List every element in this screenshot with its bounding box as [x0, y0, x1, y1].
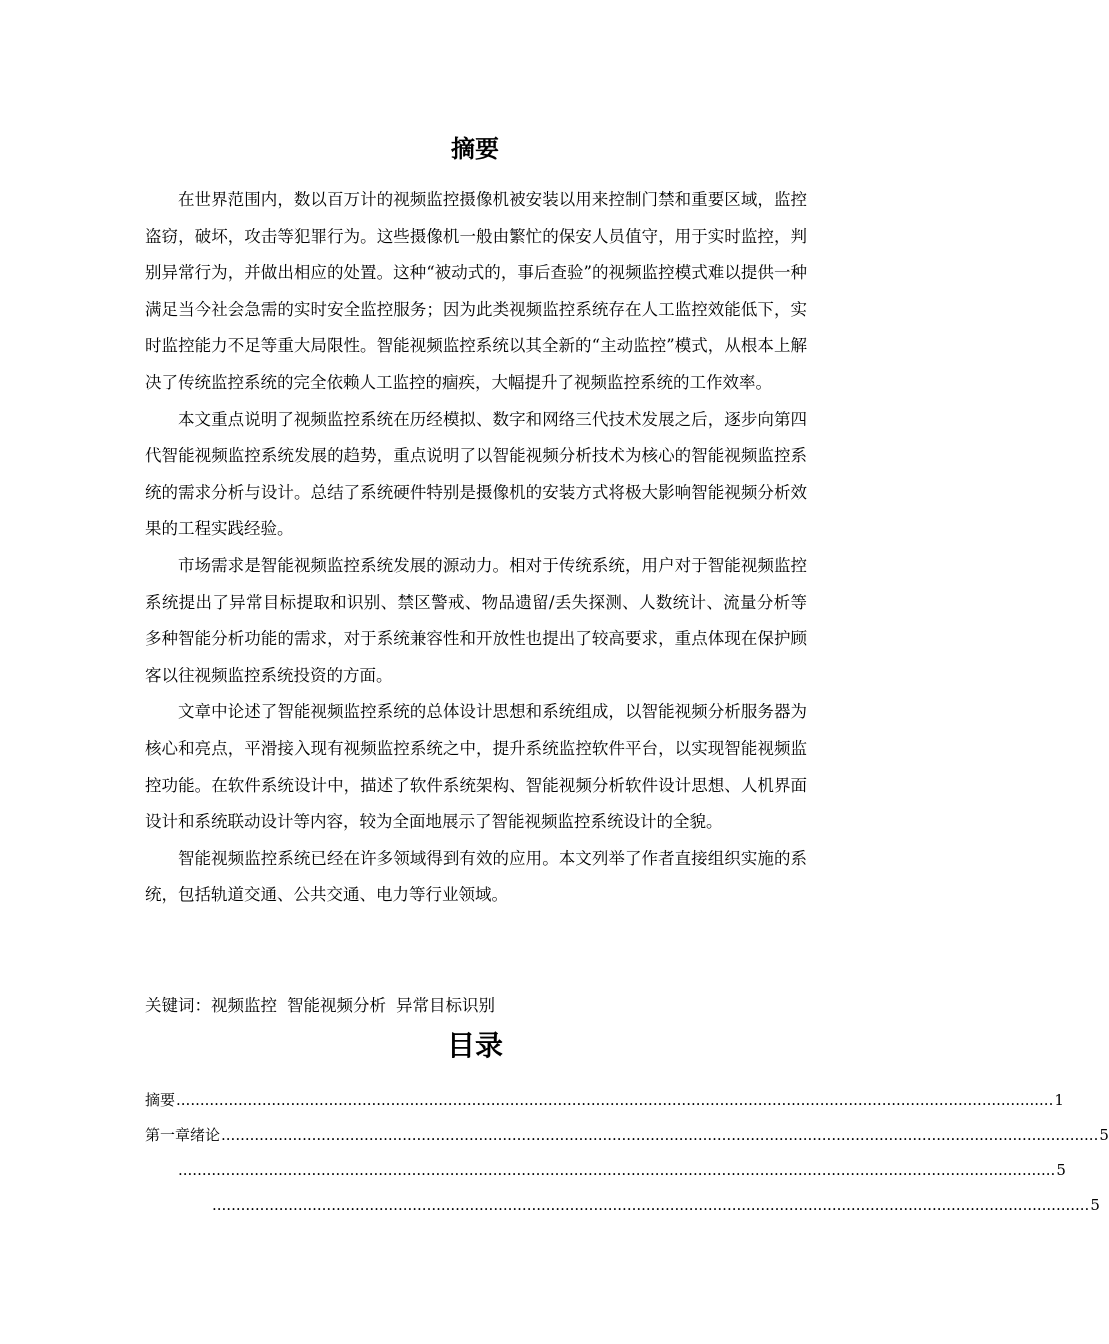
toc-entry[interactable] — [145, 1187, 1100, 1222]
toc-entry-page: 5 — [1090, 1195, 1100, 1214]
toc-entry-page: 1 — [1054, 1090, 1064, 1109]
toc-entry-page: 5 — [1099, 1125, 1109, 1144]
toc-title: 目录 — [446, 1029, 503, 1062]
toc-entry-label: 摘要 — [145, 1091, 176, 1109]
toc-leader-dots: ........................................................................................................................................................................................ — [178, 1160, 1056, 1179]
toc-entry[interactable] — [145, 1152, 1066, 1187]
keyword-3: 异常目标识别 — [396, 996, 495, 1015]
toc-leader-dots: ........................................................................................................................................................................................ — [221, 1125, 1099, 1144]
toc-entry[interactable] — [145, 1082, 1064, 1117]
keywords-label: 关键词： — [145, 996, 211, 1015]
abstract-paragraph-2: 本文重点说明了视频监控系统在历经模拟、数字和网络三代技术发展之后，逐步向第四代智能视频监控系统发展的趋势，重点说明了以智能视频分析技术为核心的智能视频监控系统的需求分析与设计。总结了系统硬件特别是摄像机的安装方式将极大影响智能视频分析效果的工程实践经验。 — [145, 409, 807, 539]
abstract-paragraph-4: 文章中论述了智能视频监控系统的总体设计思想和系统组成，以智能视频分析服务器为核心和亮点，平滑接入现有视频监控系统之中，提升系统监控软件平台，以实现智能视频监控功能。在软件系统设计中，描述了软件系统架构、智能视频分析软件设计思想、人机界面设计和系统联动设计等内容，较为全面地展示了智能视频监控系统设计的全貌。 — [145, 702, 807, 832]
keyword-2: 智能视频分析 — [287, 996, 386, 1015]
keyword-1: 视频监控 — [211, 996, 277, 1015]
keywords-line — [145, 992, 807, 1020]
toc-entry-label: 第一章绪论 — [145, 1126, 221, 1144]
abstract-paragraph-1: 在世界范围内，数以百万计的视频监控摄像机被安装以用来控制门禁和重要区域，监控盗窃，破坏，攻击等犯罪行为。这些摄像机一般由繁忙的保安人员值守，用于实时监控，判别异常行为，并做出相应的处置。这种“被动式的，事后查验”的视频监控模式难以提供一种满足当今社会急需的实时安全监控服务；因为此类视频监控系统存在人工监控效能低下，实时监控能力不足等重大局限性。智能视频监控系统以其全新的“主动监控”模式，从根本上解决了传统监控系统的完全依赖人工监控的痼疾，大幅提升了视频监控系统的工作效率。 — [145, 190, 807, 392]
abstract-title: 摘要 — [451, 135, 499, 163]
abstract-paragraph-5: 智能视频监控系统已经在许多领域得到有效的应用。本文列举了作者直接组织实施的系统，包括轨道交通、公共交通、电力等行业领域。 — [145, 848, 807, 905]
abstract-body — [145, 182, 807, 914]
toc-leader-dots: ........................................................................................................................................................................................ — [212, 1195, 1090, 1214]
toc-entry[interactable] — [145, 1117, 1109, 1152]
abstract-paragraph-3: 市场需求是智能视频监控系统发展的源动力。相对于传统系统，用户对于智能视频监控系统提出了异常目标提取和识别、禁区警戒、物品遗留/丢失探测、人数统计、流量分析等多种智能分析功能的需求，对于系统兼容性和开放性也提出了较高要求，重点体现在保护顾客以往视频监控系统投资的方面。 — [145, 555, 807, 685]
toc-leader-dots: ........................................................................................................................................................................................ — [176, 1090, 1054, 1109]
table-of-contents — [145, 1082, 1109, 1222]
toc-entry-page: 5 — [1056, 1160, 1066, 1179]
